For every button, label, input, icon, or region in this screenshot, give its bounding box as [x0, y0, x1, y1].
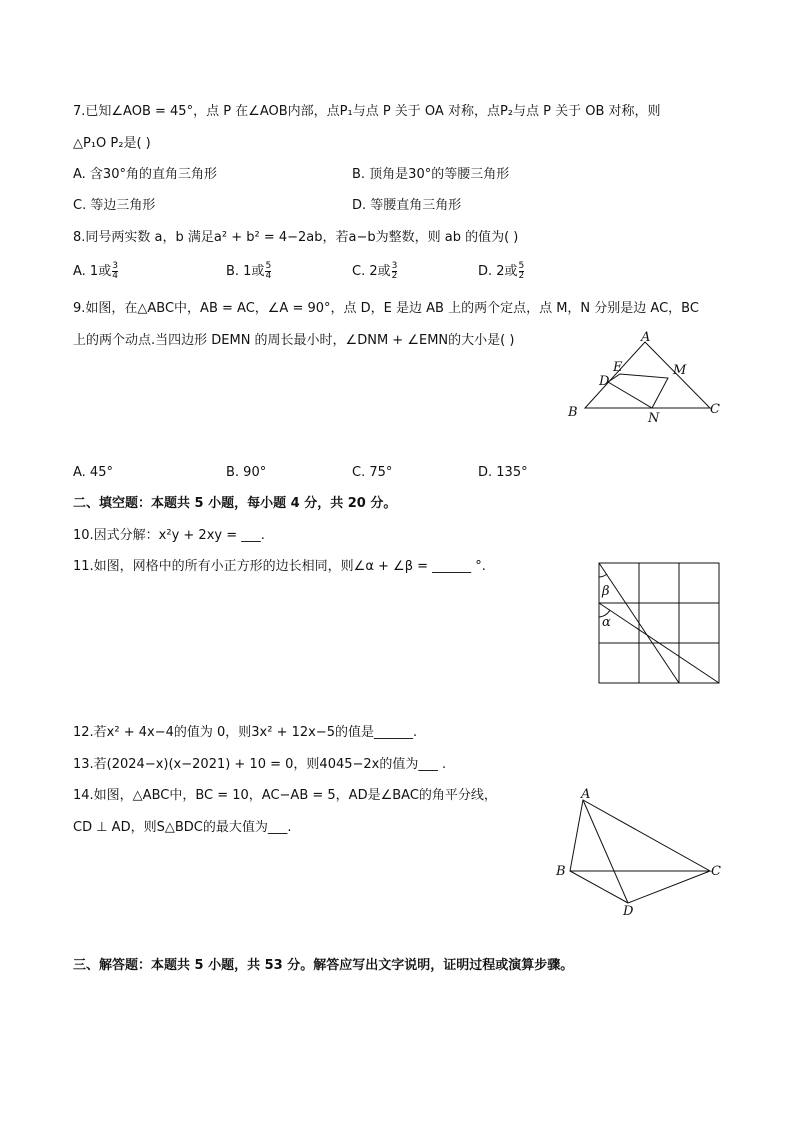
- q8-option-b-prefix: B. 1或: [226, 264, 265, 279]
- q8-option-a-fraction: [112, 262, 118, 281]
- q11-stem: 11.如图，网格中的所有小正方形的边长相同，则∠α + ∠β = ______ °.: [73, 559, 486, 574]
- q8-option-c-prefix: C. 2或: [352, 264, 391, 279]
- q14-triangle-figure: [550, 785, 730, 920]
- q8-option-c-fraction: [392, 262, 398, 281]
- q14-triangle-abc: [570, 800, 710, 871]
- q7-option-b: B. 顶角是30°的等腰三角形: [352, 167, 510, 182]
- q13-stem: 13.若(2024−x)(x−2021) + 10 = 0，则4045−2x的值为___ .: [73, 757, 447, 772]
- q7-stem-line2: △P₁O P₂是( ): [73, 136, 151, 151]
- q9-label-b: B: [568, 405, 578, 420]
- q14-stem-line1: 14.如图，△ABC中，BC = 10，AC−AB = 5，AD是∠BAC的角平分线，: [73, 788, 497, 803]
- q9-label-d: D: [599, 374, 610, 389]
- q8-option-a-numerator: 3: [112, 261, 118, 271]
- q8-option-d-fraction: [519, 262, 525, 281]
- q14-label-c: C: [711, 864, 721, 879]
- q8-option-b-fraction: [265, 262, 271, 281]
- q8-option-b: [226, 262, 271, 281]
- q9-label-e: E: [613, 360, 623, 375]
- q9-label-n: N: [648, 411, 660, 426]
- q10-stem: 10.因式分解：x²y + 2xy = ___.: [73, 528, 265, 543]
- q9-stem-line1: 9.如图，在△ABC中，AB = AC，∠A = 90°，点 D，E 是边 AB 上的两个定点，点 M，N 分别是边 AC，BC: [73, 301, 699, 316]
- q9-option-b: B. 90°: [226, 465, 267, 480]
- q9-triangle-figure: [560, 330, 730, 430]
- q14-segment-bd: [570, 871, 628, 903]
- q14-label-d: D: [623, 904, 634, 919]
- q11-grid-figure: [598, 562, 722, 686]
- q11-label-beta: β: [602, 584, 610, 599]
- q7-option-a: A. 含30°角的直角三角形: [73, 167, 217, 182]
- q14-segment-ad: [583, 800, 628, 903]
- q9-label-a: A: [641, 330, 651, 345]
- q7-stem-line1: 7.已知∠AOB = 45°，点 P 在∠AOB内部，点P₁与点 P 关于 OA 对称，点P₂与点 P 关于 OB 对称，则: [73, 104, 661, 119]
- q8-option-d-numerator: 5: [518, 261, 525, 271]
- q8-option-a-prefix: A. 1或: [73, 264, 112, 279]
- q8-option-c-numerator: 3: [391, 261, 398, 271]
- q8-option-b-numerator: 5: [265, 261, 272, 271]
- section-2-heading: 二、填空题：本题共 5 小题，每小题 4 分，共 20 分。: [73, 496, 397, 511]
- q14-segment-cd: [628, 871, 710, 903]
- q8-option-a: [73, 262, 118, 281]
- q8-option-d-prefix: D. 2或: [478, 264, 518, 279]
- q9-label-c: C: [710, 402, 720, 417]
- q8-option-c: [352, 262, 397, 281]
- q14-label-a: A: [581, 787, 591, 802]
- q8-stem: 8.同号两实数 a，b 满足a² + b² = 4−2ab，若a−b为整数，则 ab 的值为( ): [73, 230, 519, 245]
- q9-option-d: D. 135°: [478, 465, 528, 480]
- q9-quadrilateral-demn: [608, 374, 668, 408]
- section-3-heading: 三、解答题：本题共 5 小题，共 53 分。解答应写出文字说明，证明过程或演算步骤。: [73, 958, 574, 973]
- q9-option-a: A. 45°: [73, 465, 113, 480]
- q9-stem-line2: 上的两个动点.当四边形 DEMN 的周长最小时，∠DNM + ∠EMN的大小是( ): [73, 333, 515, 348]
- q14-label-b: B: [556, 864, 566, 879]
- q7-option-d: D. 等腰直角三角形: [352, 198, 462, 213]
- q11-label-alpha: α: [602, 615, 611, 630]
- q14-stem-line2: CD ⊥ AD，则S△BDC的最大值为___.: [73, 820, 292, 835]
- q8-option-a-denominator: 4: [112, 271, 118, 281]
- q11-grid-border: [599, 563, 719, 683]
- q9-option-c: C. 75°: [352, 465, 393, 480]
- q8-option-d: [478, 262, 524, 281]
- q7-option-c: C. 等边三角形: [73, 198, 156, 213]
- q8-option-c-denominator: 2: [391, 271, 398, 281]
- q11-angle-arc-beta: [599, 574, 607, 577]
- q9-label-m: M: [673, 363, 687, 378]
- q12-stem: 12.若x² + 4x−4的值为 0，则3x² + 12x−5的值是______.: [73, 725, 418, 740]
- q8-option-d-denominator: 2: [518, 271, 525, 281]
- q8-option-b-denominator: 4: [265, 271, 272, 281]
